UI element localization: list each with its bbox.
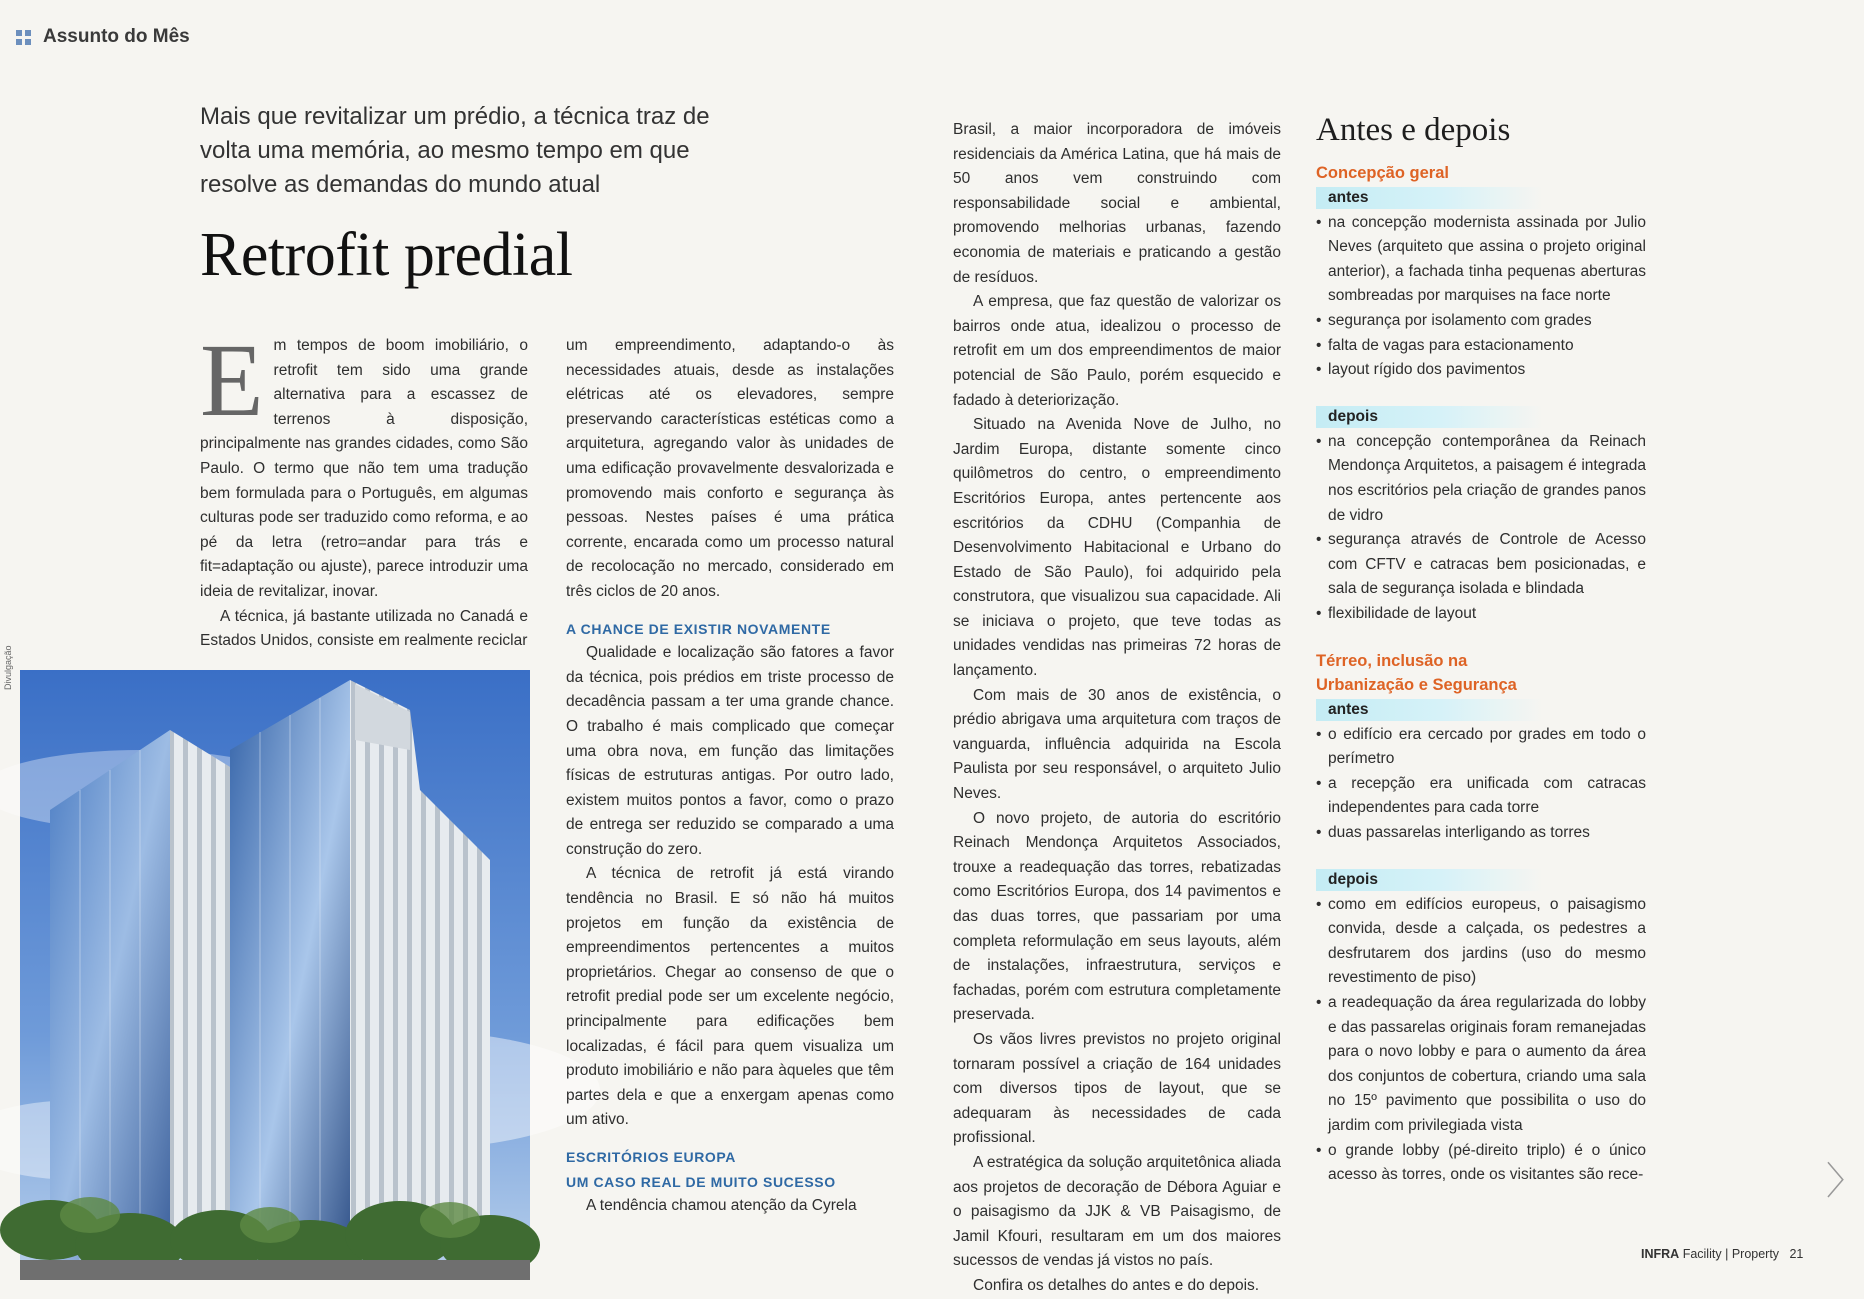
drop-cap: E — [200, 323, 264, 438]
paragraph: Situado na Avenida Nove de Julho, no Jardim Europa, distante somente cinco quilômetros do centro, o empreendimento Escritórios Europa, antes pertencente aos escritórios da CDHU (Companhia de Desenvolvimento Habitacional e Urbano do Estado de São Paulo), foi adquirido pela construtora, que visualizou sua capacidade. Ali se iniciava o projeto, que teve todas as unidades vendidas nas primeiras 72 horas de lançamento. — [953, 416, 1281, 680]
building-photo — [20, 670, 530, 1280]
chevron-right-icon[interactable]: 〉 — [1826, 1159, 1864, 1203]
paragraph: O novo projeto, de autoria do escritório Reinach Mendonça Arquitetos Associados, trouxe a readequação das torres, rebatizadas como Escritórios Europa, dos 14 pavimentos e das duas torres, que passariam por uma completa reformulação em seus layouts, além de instalações, infraestrutura, serviços e fachadas, porém com estrutura completamente preservada. — [953, 809, 1281, 1024]
footer-brand: INFRA — [1641, 1247, 1680, 1261]
list-item: • segurança por isolamento com grades — [1316, 309, 1646, 334]
depois-list — [1316, 430, 1646, 627]
depois-list — [1316, 893, 1646, 1188]
footer-facility: Facility — [1682, 1247, 1722, 1261]
grid-squares-icon — [16, 30, 31, 45]
list-item: • duas passarelas interligando as torres — [1316, 821, 1646, 846]
paragraph: A tendência chamou atenção da Cyrela — [586, 1197, 857, 1215]
group-title: Concepção geral — [1316, 164, 1449, 182]
sidebar-title: Antes e depois — [1316, 112, 1511, 148]
list-item: • o edifício era cercado por grades em todo o perímetro — [1316, 723, 1646, 772]
depois-tag: depois — [1316, 406, 1543, 428]
subheading: UM CASO REAL DE MUITO SUCESSO — [566, 1173, 836, 1190]
section-title: Assunto do Mês — [43, 26, 190, 47]
antes-tag: antes — [1316, 699, 1543, 721]
paragraph: A empresa, que faz questão de valorizar os bairros onde atua, idealizou o processo de retrofit em um dos empreendimentos de maior potencial de São Paulo, porém esquecido e fadado à deteriorização. — [953, 293, 1281, 409]
list-item: • layout rígido dos pavimentos — [1316, 358, 1646, 383]
list-item: • o grande lobby (pé-direito triplo) é o único acesso às torres, onde os visitantes são rece- — [1316, 1139, 1646, 1188]
antes-tag: antes — [1316, 187, 1543, 209]
footer-separator: | — [1725, 1247, 1729, 1261]
footer-property: Property — [1731, 1247, 1780, 1261]
list-item: • a readequação da área regularizada do lobby e das passarelas originais foram remanejadas para o novo lobby e para o aumento da área dos conjuntos de cobertura, criando uma sala no 15º pavimento que possibilita o uso do jardim com privilegiada vista — [1316, 991, 1646, 1139]
page-number: 21 — [1789, 1247, 1804, 1261]
paragraph: um empreendimento, adaptando-o às necessidades atuais, desde as instalações elétricas até os elevadores, sempre preservando características estéticas como a arquitetura, agregando valor às unidades de uma edificação provavelmente desvalorizada e promovendo mais conforto e segurança às pessoas. Nestes países é uma prática corrente, encarada como um processo natural de recolocação no mercado, considerado em três ciclos de 20 anos. — [566, 337, 894, 600]
subheading: A CHANCE DE EXISTIR NOVAMENTE — [566, 620, 831, 637]
list-item: • falta de vagas para estacionamento — [1316, 334, 1646, 359]
section-header — [16, 26, 190, 48]
body-column-1 — [200, 323, 528, 654]
article-deck: Mais que revitalizar um prédio, a técnica traz de volta uma memória, ao mesmo tempo em que resolve as demandas do mundo atual — [200, 103, 710, 198]
paragraph: Os vãos livres previstos no projeto original tornaram possível a criação de 164 unidades com diversos tipos de layout, que se adequaram às necessidades de cada profissional. — [953, 1030, 1281, 1147]
list-item: • na concepção modernista assinada por Julio Neves (arquiteto que assina o projeto original anterior), a fachada tinha pequenas aberturas sombreadas por marquises na face norte — [1316, 211, 1646, 309]
article-headline: Retrofit predial — [200, 221, 573, 289]
body-column-3 — [953, 118, 1281, 1299]
depois-tag: depois — [1316, 869, 1543, 891]
paragraph: A técnica, já bastante utilizada no Canadá e Estados Unidos, consiste em realmente reciclar — [200, 607, 528, 650]
list-item: • como em edifícios europeus, o paisagismo convida, desde a calçada, os pedestres a desfrutarem dos jardins (uso do mesmo revestimento de piso) — [1316, 893, 1646, 991]
subheading: ESCRITÓRIOS EUROPA — [566, 1149, 737, 1165]
before-after-sidebar — [1316, 112, 1646, 1188]
paragraph: A estratégica da solução arquitetônica aliada aos projetos de decoração de Débora Aguiar e o paisagismo da JJK & VB Paisagismo, de Jamil Kfouri, resultaram em um dos maiores sucessos de vendas já vistos no país. — [953, 1153, 1281, 1270]
list-item: • na concepção contemporânea da Reinach Mendonça Arquitetos, a paisagem é integrada nos escritórios pela criação de grandes panos de vidro — [1316, 430, 1646, 528]
group-title: Urbanização e Segurança — [1316, 676, 1517, 695]
paragraph: Qualidade e localização são fatores a favor da técnica, pois prédios em triste processo de decadência passam a ter uma grande chance. O trabalho é mais complicado que começar uma obra nova, em função das limitações físicas de estruturas antigas. Por outro lado, existem muitos pontos a favor, como o prazo de entrega ser reduzido se comparado a uma construção do zero. — [566, 644, 894, 858]
paragraph: Brasil, a maior incorporadora de imóveis residenciais da América Latina, que há mais de 50 anos vem construindo com responsabilidade social e ambiental, promovendo melhorias urbanas, fazendo economia de materiais e praticando a gestão de resíduos. — [953, 121, 1281, 286]
body-column-2 — [566, 334, 894, 1219]
paragraph: Confira os detalhes do antes e do depois. — [973, 1276, 1260, 1294]
paragraph: A técnica de retrofit já está virando tendência no Brasil. E só não há muitos projetos em função da existência de empreendimentos pertencentes a muitos proprietários. Chegar ao consenso de que o retrofit predial pode ser um excelente negócio, principalmente para edificações bem localizadas, é fácil para quem visualiza um produto imobiliário e não para àqueles que têm partes dela e que a enxergam apenas como um ativo. — [566, 865, 894, 1129]
page-footer — [1641, 1247, 1803, 1261]
paragraph: Com mais de 30 anos de existência, o prédio abrigava uma arquitetura com traços de vanguarda, influência adquirida na Escola Paulista por seu responsável, o arquiteto Julio Neves. — [953, 686, 1281, 803]
list-item: • a recepção era unificada com catracas independentes para cada torre — [1316, 772, 1646, 821]
paragraph: Em tempos de boom imobiliário, o retrofit tem sido uma grande alternativa para a escassez de terrenos à disposição, principalmente nas grandes cidades, como São Paulo. O termo que não tem uma tradução bem formulada para o Português, em algumas culturas pode ser traduzido como reforma, e ao pé da letra (retro=andar para trás e fit=adaptação ou ajuste), parece introduzir uma ideia de revitalizar, inovar. — [200, 323, 528, 600]
antes-list — [1316, 723, 1646, 846]
photo-credit: Divulgação — [3, 645, 13, 690]
list-item: • flexibilidade de layout — [1316, 602, 1646, 627]
list-item: • segurança através de Controle de Acesso com CFTV e catracas bem posicionadas, e sala de segurança isolada e blindada — [1316, 528, 1646, 602]
antes-list — [1316, 211, 1646, 383]
group-title: Térreo, inclusão na — [1316, 651, 1468, 670]
